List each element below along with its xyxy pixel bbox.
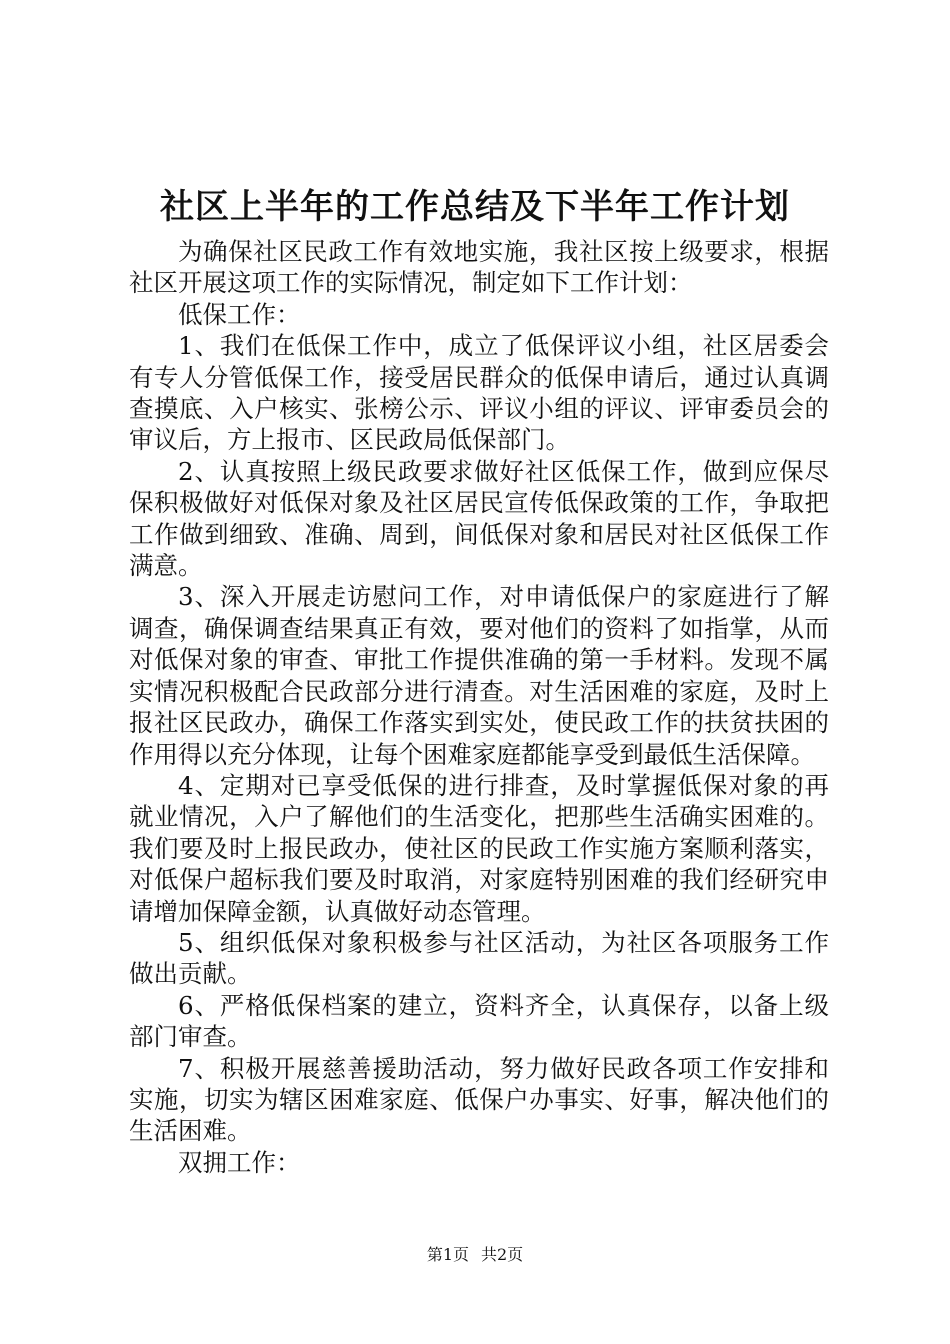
page-total: 共2页 [481, 1245, 524, 1264]
page-footer [0, 1244, 950, 1266]
paragraph-item-1: 1、我们在低保工作中，成立了低保评议小组，社区居委会有专人分管低保工作，接受居民群众的低保申请后，通过认真调查摸底、入户核实、张榜公示、评议小组的评议、评审委员会的审议后，方上报市、区民政局低保部门。 [129, 331, 829, 455]
paragraph-intro: 为确保社区民政工作有效地实施，我社区按上级要求，根据社区开展这项工作的实际情况，制定如下工作计划： [129, 237, 829, 298]
paragraph-item-5: 5、组织低保对象积极参与社区活动，为社区各项服务工作做出贡献。 [129, 927, 829, 989]
paragraph-item-7: 7、积极开展慈善援助活动，努力做好民政各项工作安排和实施，切实为辖区困难家庭、低保户办事实、好事，解决他们的生活困难。 [129, 1053, 829, 1146]
paragraph-item-3: 3、深入开展走访慰问工作，对申请低保户的家庭进行了解调查，确保调查结果真正有效，要对他们的资料了如指掌，从而对低保对象的审查、审批工作提供准确的第一手材料。发现不属实情况积极配合民政部分进行清查。对生活困难的家庭，及时上报社区民政办，确保工作落实到实处，使民政工作的扶贫扶困的作用得以充分体现，让每个困难家庭都能享受到最低生活保障。 [129, 582, 829, 769]
paragraph-item-4: 4、定期对已享受低保的进行排查，及时掌握低保对象的再就业情况，入户了解他们的生活变化，把那些生活确实困难的。我们要及时上报民政办，使社区的民政工作实施方案顺利落实，对低保户超标我们要及时取消，对家庭特别困难的我们经研究申请增加保障金额，认真做好动态管理。 [129, 770, 829, 926]
page-number: 第1页 [426, 1245, 469, 1264]
section-heading-shuangyong: 双拥工作： [178, 1147, 301, 1177]
document-title: 社区上半年的工作总结及下半年工作计划 [160, 187, 790, 227]
section-heading-dibao: 低保工作： [178, 299, 301, 329]
paragraph-item-2: 2、认真按照上级民政要求做好社区低保工作，做到应保尽保积极做好对低保对象及社区居民宣传低保政策的工作，争取把工作做到细致、准确、周到，间低保对象和居民对社区低保工作满意。 [129, 456, 829, 581]
paragraph-item-6: 6、严格低保档案的建立，资料齐全，认真保存，以备上级部门审查。 [129, 990, 829, 1052]
document-body [129, 236, 829, 1178]
